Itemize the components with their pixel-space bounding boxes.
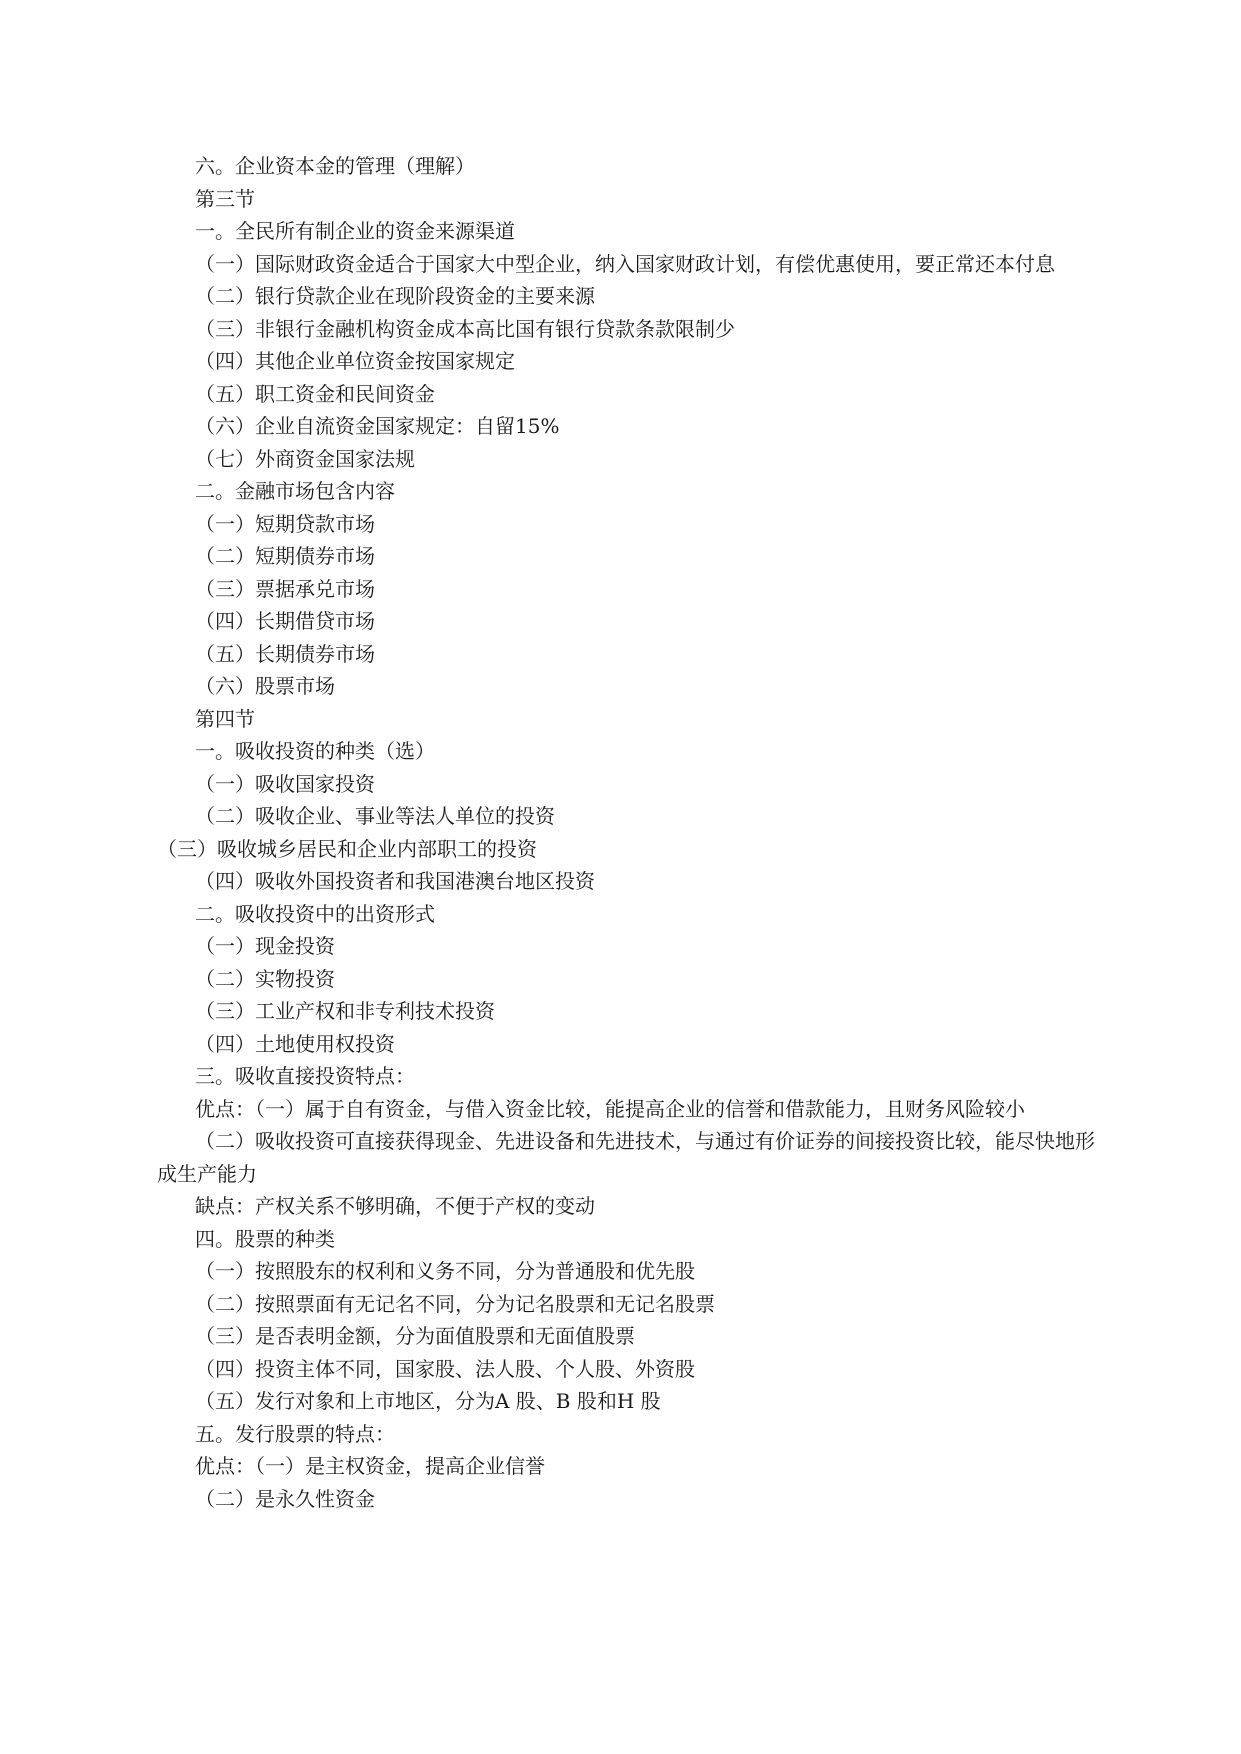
list-item: （二）吸收企业、事业等法人单位的投资 xyxy=(195,804,555,828)
list-item: （二）短期债券市场 xyxy=(195,544,375,568)
document-body xyxy=(157,150,1097,1515)
list-item: （二）是永久性资金 xyxy=(195,1486,375,1511)
list-item: （一）现金投资 xyxy=(195,934,335,958)
list-item: （三）工业产权和非专利技术投资 xyxy=(195,999,495,1023)
paragraph-disadvantages: 缺点：产权关系不够明确，不便于产权的变动 xyxy=(195,1194,595,1218)
list-item: （六）企业自流资金国家规定：自留15% xyxy=(195,414,560,438)
paragraph-stock-advantages: 优点：（一）是主权资金，提高企业信誉 xyxy=(195,1454,545,1478)
list-item: （四）其他企业单位资金按国家规定 xyxy=(195,349,515,373)
list-item: （五）发行对象和上市地区，分为A 股、B 股和H 股 xyxy=(195,1389,661,1413)
heading-capital-management: 六。企业资本金的管理（理解） xyxy=(195,154,475,178)
list-item: （四）土地使用权投资 xyxy=(195,1031,395,1056)
list-item: （五）长期债券市场 xyxy=(195,641,375,666)
heading-financial-market: 二。金融市场包含内容 xyxy=(195,479,395,503)
paragraph-advantage-2: （二）吸收投资可直接获得现金、先进设备和先进技术，与通过有价证券的间接投资比较，能尽快地形成生产能力 xyxy=(157,1129,1095,1186)
heading-funding-channels: 一。全民所有制企业的资金来源渠道 xyxy=(195,219,515,243)
heading-stock-types: 四。股票的种类 xyxy=(195,1226,335,1251)
list-item: （七）外商资金国家法规 xyxy=(195,446,415,471)
list-item: （三）非银行金融机构资金成本高比国有银行贷款条款限制少 xyxy=(195,316,735,341)
heading-direct-investment-features: 三。吸收直接投资特点： xyxy=(195,1064,415,1088)
list-item: （四）吸收外国投资者和我国港澳台地区投资 xyxy=(195,869,595,893)
list-item: （四）投资主体不同，国家股、法人股、个人股、外资股 xyxy=(195,1356,695,1381)
section-heading-3: 第三节 xyxy=(195,186,255,211)
list-item: （二）实物投资 xyxy=(195,966,335,991)
list-item: （一）按照股东的权利和义务不同，分为普通股和优先股 xyxy=(195,1259,695,1283)
list-item: （三）吸收城乡居民和企业内部职工的投资 xyxy=(157,836,537,861)
list-item: （一）吸收国家投资 xyxy=(195,771,375,796)
list-item: （三）是否表明金额，分为面值股票和无面值股票 xyxy=(195,1324,635,1348)
list-item: （一）国际财政资金适合于国家大中型企业，纳入国家财政计划，有偿优惠使用，要正常还本付息 xyxy=(195,251,1055,276)
list-item: （六）股票市场 xyxy=(195,674,335,698)
section-heading-4: 第四节 xyxy=(195,706,255,731)
paragraph-advantages: 优点：（一）属于自有资金，与借入资金比较，能提高企业的信誉和借款能力，且财务风险较小 xyxy=(195,1096,1025,1121)
list-item: （五）职工资金和民间资金 xyxy=(195,381,435,406)
list-item: （二）按照票面有无记名不同，分为记名股票和无记名股票 xyxy=(195,1291,715,1316)
list-item: （三）票据承兑市场 xyxy=(195,576,375,601)
heading-stock-issue-features: 五。发行股票的特点： xyxy=(195,1421,395,1446)
heading-investment-types: 一。吸收投资的种类（选） xyxy=(195,739,435,763)
list-item: （四）长期借贷市场 xyxy=(195,609,375,633)
heading-contribution-forms: 二。吸收投资中的出资形式 xyxy=(195,901,435,926)
list-item: （一）短期贷款市场 xyxy=(195,511,375,536)
list-item: （二）银行贷款企业在现阶段资金的主要来源 xyxy=(195,284,595,308)
